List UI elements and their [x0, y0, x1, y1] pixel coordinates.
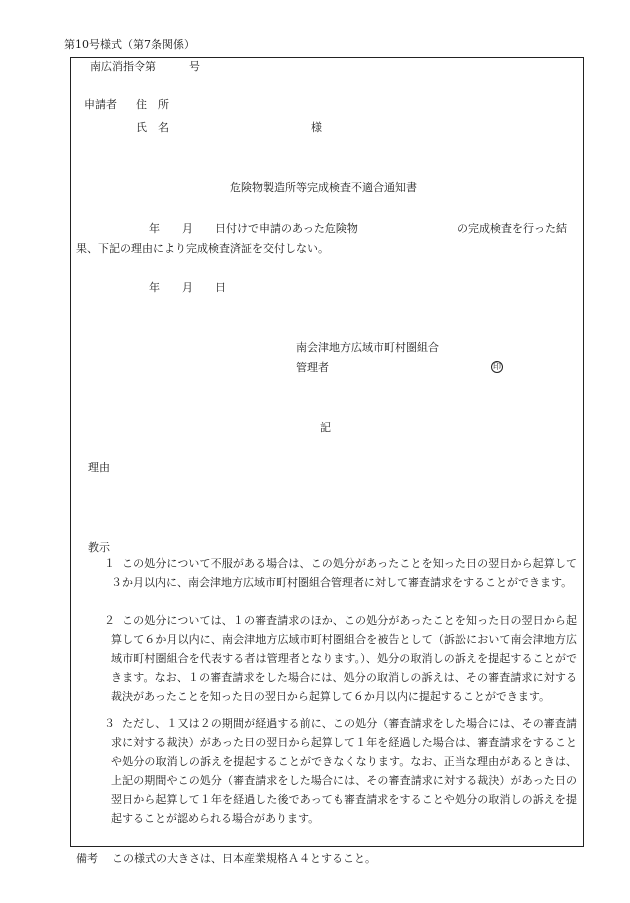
- remarks-label: 備考: [76, 852, 98, 865]
- address-label: 住 所: [136, 98, 169, 111]
- body-line1-tail: の完成検査を行った結: [457, 222, 567, 235]
- instruction-item-3: ただし、１又は２の期間が経過する前に、この処分（審査請求をした場合には、その審査請求に対する裁決）があった日の翌日から起算して１年を経過した場合は、審査請求をすることや処分の取消しの訴えを提起することができなくなります。なお、正当な理由があるときは、上記の期間やこの処分（審査請求をした場合には、その審査請求に対する裁決）があった日の翌日から起算して１年を経過した後であっても審査請求をすることや処分の取消しの訴えを提起することが認められる場合があります。: [111, 717, 577, 825]
- instruction-item-1: この処分について不服がある場合は、この処分があったことを知った日の翌日から起算して３か月以内に、南会津地方広域市町村圏組合管理者に対して審査請求をすることができます。: [111, 557, 577, 589]
- issue-date: 年 月 日: [149, 281, 226, 294]
- name-label: 氏 名: [136, 121, 169, 134]
- instructions-heading: 教示: [88, 541, 110, 554]
- remarks-text: この様式の大きさは、日本産業規格Ａ４とすること。: [112, 852, 376, 865]
- seal-mark: 印: [493, 362, 501, 371]
- reason-label: 理由: [88, 461, 110, 474]
- issuer-title: 管理者: [296, 361, 329, 374]
- ki-label: 記: [320, 421, 331, 434]
- body-line2: 果、下記の理由により完成検査済証を交付しない。: [76, 242, 329, 255]
- honorific: 様: [311, 121, 322, 134]
- issuer-organization: 南会津地方広域市町村圏組合: [296, 341, 439, 354]
- instruction-number-2: ２: [104, 614, 115, 627]
- form-number: 第10号様式（第7条関係）: [64, 38, 195, 51]
- instruction-number-1: １: [104, 557, 115, 570]
- instruction-item-2: この処分については、１の審査請求のほか、この処分があったことを知った日の翌日から起算して６か月以内に、南会津地方広域市町村圏組合を被告として（訴訟において南会津地方広域市町村圏組合を代表する者は管理者となります。）、処分の取消しの訴えを提起することができます。なお、１の審査請求をした場合には、処分の取消しの訴えは、その審査請求に対する裁決があったことを知った日の翌日から起算して６か月以内に提起することができます。: [111, 614, 577, 703]
- document-title: 危険物製造所等完成検査不適合通知書: [230, 181, 417, 194]
- body-line1-date: 年 月 日付けで申請のあった危険物: [149, 222, 358, 235]
- applicant-label: 申請者: [84, 98, 117, 111]
- instruction-number-3: ３: [104, 717, 115, 730]
- document-number: 南広消指令第 号: [90, 60, 200, 73]
